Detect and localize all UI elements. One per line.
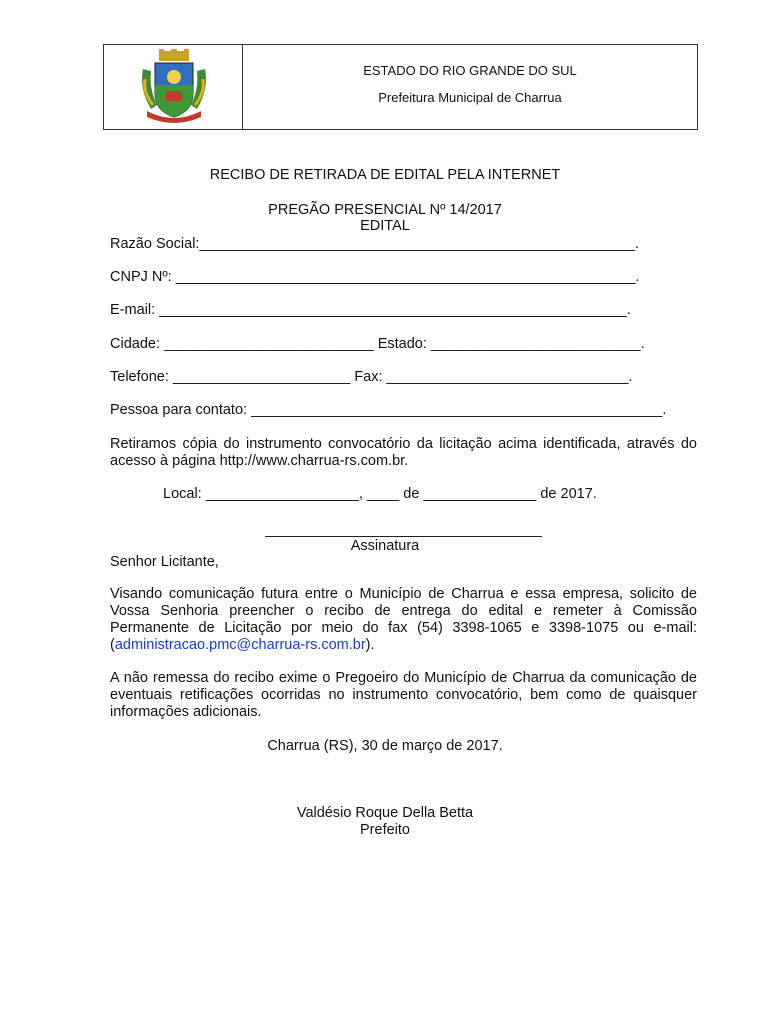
- assinatura-label: Assinatura: [350, 538, 420, 554]
- local-date-line: Local: ___________________, ____ de ______________ de 2017.: [163, 486, 597, 502]
- letterhead-text: [243, 45, 697, 129]
- state-name: ESTADO DO RIO GRANDE DO SUL: [363, 63, 577, 78]
- contato-field: Pessoa para contato: ___________________________________________________.: [110, 402, 667, 418]
- document-title: RECIBO DE RETIRADA DE EDITAL PELA INTERNET: [209, 167, 561, 183]
- visando-close: ).: [365, 637, 375, 653]
- coat-of-arms-icon: [137, 49, 211, 123]
- remessa-paragraph: A não remessa do recibo exime o Pregoeiro do Município de Charrua da comunicação de eventuais retificações ocorridas no instrumento convocatório, bem como de quaisquer informações adicionais.: [110, 670, 697, 720]
- razao-social-field: Razão Social:______________________________________________________.: [110, 236, 639, 252]
- visando-text: Visando comunicação futura entre o Município de Charrua e essa empresa, solicito de Vossa Senhoria preencher o recibo de entrega do edital e remeter à Comissão Permanente de Licitação por meio do fax (54) 3398-1065 e 3398-1075 ou e-mail:(: [110, 586, 697, 653]
- contact-email-link[interactable]: administracao.pmc@charrua-rs.com.br: [114, 637, 366, 653]
- cidade-estado-field: Cidade: __________________________ Estado: __________________________.: [110, 336, 645, 352]
- email-field: E-mail: __________________________________________________________.: [110, 302, 631, 318]
- salutation: Senhor Licitante,: [110, 554, 219, 570]
- cnpj-field: CNPJ Nº: _________________________________________________________.: [110, 269, 640, 285]
- signer-title: Prefeito: [360, 822, 410, 838]
- signature-line: [265, 536, 542, 537]
- telefone-fax-field: Telefone: ______________________ Fax: ______________________________.: [110, 369, 633, 385]
- pregao-number: PREGÃO PRESENCIAL Nº 14/2017: [268, 202, 502, 218]
- letterhead: [103, 44, 698, 130]
- signer-name: Valdésio Roque Della Betta: [296, 805, 474, 821]
- prefeitura-name: Prefeitura Municipal de Charrua: [378, 90, 562, 105]
- retiramos-paragraph: Retiramos cópia do instrumento convocatório da licitação acima identificada, através do acesso à página http://www.charrua-rs.com.br.: [110, 436, 697, 469]
- logo-cell: [104, 45, 243, 129]
- date-line: Charrua (RS), 30 de março de 2017.: [267, 738, 503, 754]
- edital-label: EDITAL: [360, 218, 410, 234]
- visando-paragraph: [110, 586, 697, 654]
